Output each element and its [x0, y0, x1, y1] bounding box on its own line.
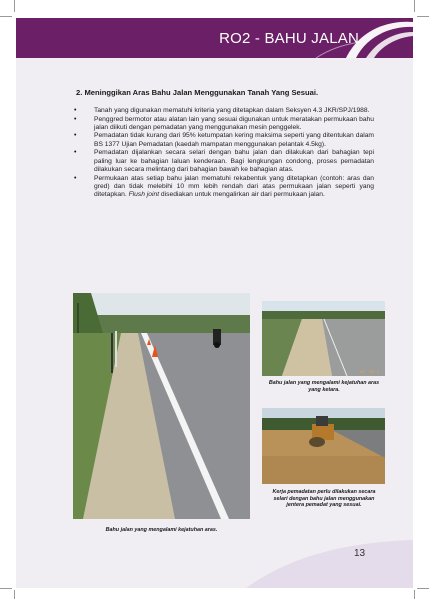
top-right-photo-caption: Bahu jalan yang mengalami kejatuhan aras yang ketara. [268, 380, 380, 393]
section-heading: 2. Meninggikan Aras Bahu Jalan Menggunakan Tanah Yang Sesuai. [76, 88, 319, 97]
list-item-text: Pemadatan tidak kurang dari 95% ketumpatan kering maksima seperti yang ditentukan dalam BS 1377 Ujian Pemadatan (kaedah mampatan menggunakan pelantak 4.5kg). [94, 132, 374, 148]
list-item-italic-term: Flush joint [128, 191, 160, 199]
list-item-text: Pemadatan dijalankan secara selari dengan bahu jalan dan dilakukan dari bahagian tepi paling luar ke bahagian laluan kenderaan. Bagi lengkungan condong, proses pemadatan dilakukan secara melintang dari bahagian bawah ke bahagian atas. [94, 149, 374, 173]
crop-mark-bottom-left-v [14, 590, 15, 599]
main-photo-caption: Bahu jalan yang mengalami kejatuhan aras. [105, 527, 218, 533]
list-item [84, 175, 374, 200]
crop-mark-top-left-v [14, 0, 15, 12]
crop-mark-bottom-right-v [414, 590, 415, 599]
list-item-text: disediakan untuk mengalirkan air dari permukaan jalan. [159, 191, 325, 199]
crop-mark-top-right-v [414, 0, 415, 12]
crop-mark-top-left-h [0, 16, 12, 17]
crop-mark-bottom-left-h [0, 588, 12, 589]
list-item-text: Permukaan atas setiap bahu jalan mematuhi rekabentuk yang ditetapkan (contoh: aras dan gred) dan tidak melebihi 10 mm lebih rendah dari atas permukaan jalan seperti yang ditetapkan. [94, 174, 374, 199]
list-item [84, 149, 374, 174]
top-right-shoulder-photo [262, 301, 385, 376]
page-number: 13 [354, 548, 366, 559]
header-title: RO2 - BAHU JALAN [219, 30, 359, 47]
list-item-text: Tanah yang digunakan mematuhi kriteria yang ditetapkan dalam Seksyen 4.3 JKR/SPJ/1988. [94, 107, 370, 114]
crop-mark-top-right-h [417, 16, 429, 17]
bullet-list [84, 107, 374, 200]
list-item-text: Penggred bermotor atau alatan lain yang sesuai digunakan untuk meratakan permukaan bahu jalan diikuti dengan pemadatan yang menggunakan mesin penggelek. [94, 115, 374, 131]
photo-date-stamp: 09 '03 2 [360, 371, 380, 375]
main-road-shoulder-photo [73, 293, 250, 519]
crop-mark-bottom-right-h [417, 588, 429, 589]
bottom-right-compactor-photo [262, 408, 385, 484]
list-item [84, 107, 374, 115]
list-item [84, 132, 374, 149]
list-item [84, 116, 374, 133]
bottom-right-photo-caption: Kerja pemadatan perlu dilakukan secara selari dengan bahu jalan menggunakan jentera pemadat yang sesuai. [272, 489, 376, 508]
